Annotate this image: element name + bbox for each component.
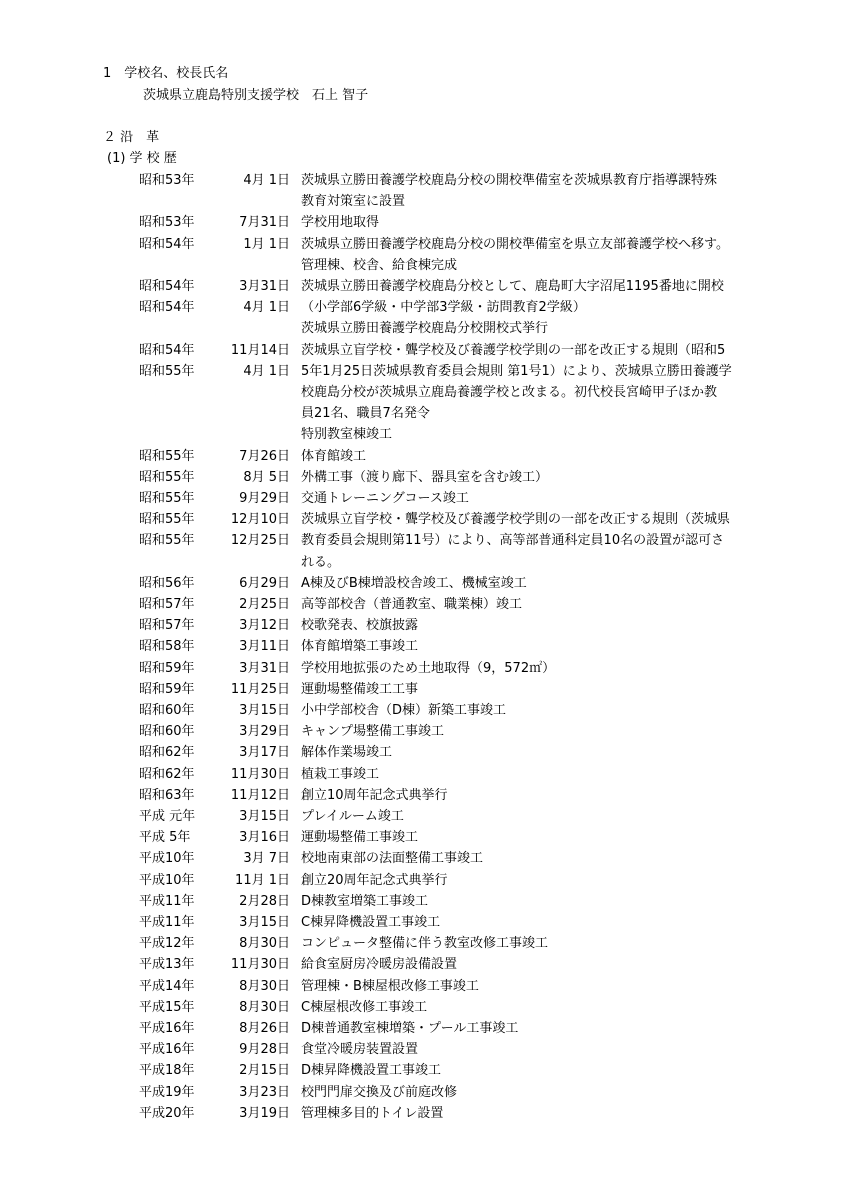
history-date: 3月23日 (239, 1084, 290, 1100)
history-description (301, 1103, 761, 1124)
history-date: 6月29日 (239, 575, 290, 591)
history-era: 平成20年 (139, 1105, 195, 1121)
history-description-line: 員21名、職員7名発令 (301, 406, 430, 422)
history-entry (0, 872, 848, 893)
history-description-line: （小学部6学級・中学部3学級・訪問教育2学級） (301, 300, 586, 316)
history-description-line: C棟屋根改修工事竣工 (301, 999, 428, 1015)
history-date: 8月30日 (239, 999, 290, 1015)
history-description (301, 976, 761, 997)
history-description (301, 933, 761, 954)
history-description (301, 1082, 761, 1103)
history-description (301, 361, 761, 446)
history-description-line: A棟及びB棟増設校舎竣工、機械室竣工 (301, 575, 527, 591)
history-era: 昭和62年 (139, 766, 195, 782)
history-description (301, 594, 761, 615)
history-description (301, 891, 761, 912)
history-date: 3月29日 (239, 724, 290, 740)
history-description (301, 679, 761, 700)
history-date: 3月15日 (239, 809, 290, 824)
history-description (301, 1039, 761, 1060)
history-date: 8月30日 (239, 936, 290, 952)
history-description-line: 学校用地拡張のため土地取得（9，572㎡） (301, 660, 556, 676)
history-description (301, 212, 761, 233)
history-description (301, 467, 761, 488)
history-description-line: 校地南東部の法面整備工事竣工 (301, 851, 484, 867)
history-description-line: 特別教室棟竣工 (301, 427, 393, 443)
history-entry (0, 342, 848, 363)
history-era: 平成11年 (139, 893, 195, 909)
history-description-line: 創立10周年記念式典挙行 (301, 787, 448, 803)
history-date: 3月12日 (239, 618, 290, 634)
history-era: 昭和63年 (139, 787, 195, 803)
history-era: 昭和60年 (139, 724, 195, 740)
history-era: 昭和55年 (139, 512, 195, 528)
history-date: 3月31日 (239, 660, 290, 676)
history-entry (0, 172, 848, 210)
school-principal-name: 茨城県立鹿島特別支援学校 石上 智子 (143, 88, 369, 103)
history-description (301, 615, 761, 636)
history-description-line: 教育対策室に設置 (301, 194, 406, 210)
history-description-line: 交通トレーニングコース竣工 (301, 491, 469, 506)
history-description (301, 509, 761, 530)
history-era: 平成14年 (139, 978, 195, 994)
history-date: 8月 5日 (243, 469, 290, 485)
history-entry (0, 1020, 848, 1041)
history-date: 3月15日 (239, 703, 290, 718)
history-description-line: 茨城県立勝田養護学校鹿島分校の開校準備室を茨城県教育庁指導課特殊 (301, 173, 718, 188)
history-date: 12月10日 (230, 512, 290, 528)
history-description-line: 5年1月25日茨城県教育委員会規則 第1号1）により、茨城県立勝田養護学 (301, 363, 732, 379)
history-date: 3月16日 (239, 830, 290, 846)
history-era: 昭和54年 (139, 279, 195, 294)
history-era: 昭和55年 (139, 363, 195, 379)
history-description-line: 管理棟多目的トイレ設置 (301, 1105, 444, 1121)
history-entry (0, 596, 848, 617)
history-description (301, 297, 761, 339)
history-description-line: 小中学部校舎（D棟）新築工事竣工 (301, 703, 507, 718)
history-description (301, 234, 761, 276)
history-date: 3月11日 (239, 639, 290, 655)
history-date: 9月28日 (239, 1042, 290, 1058)
history-date: 8月30日 (239, 978, 290, 994)
history-date: 3月15日 (239, 915, 290, 930)
history-description-line: 管理棟・B棟屋根改修工事竣工 (301, 978, 479, 994)
history-era: 平成18年 (139, 1063, 195, 1079)
history-description-line: 体育館増築工事竣工 (301, 639, 419, 655)
history-date: 12月25日 (230, 533, 290, 549)
history-era: 昭和60年 (139, 703, 195, 718)
history-era: 昭和62年 (139, 745, 195, 761)
history-description-line: 体育館竣工 (301, 448, 367, 464)
history-date: 3月31日 (239, 279, 290, 294)
history-description (301, 954, 761, 975)
history-entry (0, 914, 848, 935)
history-description-line: 茨城県立勝田養護学校鹿島分校開校式挙行 (301, 321, 549, 337)
history-description (301, 700, 761, 721)
history-description-line: コンピュータ整備に伴う教室改修工事竣工 (301, 936, 549, 952)
history-description (301, 848, 761, 869)
history-description-line: 管理棟、校舎、給食棟完成 (301, 257, 458, 273)
history-entry (0, 448, 848, 469)
history-description-line: 解体作業場竣工 (301, 745, 393, 761)
history-era: 昭和53年 (139, 215, 195, 231)
history-description (301, 912, 761, 933)
history-entry (0, 766, 848, 787)
history-entry (0, 278, 848, 299)
history-entry (0, 935, 848, 956)
history-description-line: 給食室厨房冷暖房設備設置 (301, 957, 458, 973)
history-era: 平成12年 (139, 936, 195, 952)
history-date: 2月15日 (239, 1063, 290, 1079)
history-description (301, 530, 761, 572)
history-date: 11月30日 (230, 766, 290, 782)
history-era: 平成19年 (139, 1084, 195, 1100)
history-description (301, 806, 761, 827)
history-entry (0, 214, 848, 235)
history-entry (0, 808, 848, 829)
history-entry (0, 236, 848, 273)
history-era: 平成 5年 (139, 830, 191, 846)
history-entry (0, 660, 848, 681)
history-date: 11月 1日 (235, 872, 290, 888)
history-entry (0, 850, 848, 871)
history-date: 2月28日 (239, 893, 290, 909)
history-description-line: 茨城県立勝田養護学校鹿島分校として、鹿島町大字沼尾1195番地に開校 (301, 279, 724, 294)
history-date: 9月29日 (239, 491, 290, 506)
history-entry (0, 681, 848, 702)
history-description (301, 997, 761, 1018)
history-description-line: 運動場整備竣工工事 (301, 681, 419, 697)
subsection-heading-school-history: (1) 学 校 歴 (107, 151, 177, 166)
history-entry (0, 1084, 848, 1105)
history-era: 昭和57年 (139, 618, 195, 634)
history-era: 昭和59年 (139, 660, 195, 676)
history-description-line: 創立20周年記念式典挙行 (301, 872, 448, 888)
history-description-line: D棟昇降機設置工事竣工 (301, 1063, 442, 1079)
history-date: 7月26日 (239, 448, 290, 464)
history-description (301, 340, 761, 361)
history-description (301, 488, 761, 509)
history-era: 昭和57年 (139, 597, 195, 612)
history-era: 昭和59年 (139, 681, 195, 697)
history-description-line: 植栽工事竣工 (301, 766, 380, 782)
history-era: 昭和53年 (139, 173, 195, 188)
history-entry (0, 532, 848, 570)
history-description-line: プレイルーム竣工 (301, 809, 404, 824)
history-entry (0, 299, 848, 337)
history-era: 平成16年 (139, 1021, 195, 1036)
history-description-line: 茨城県立盲学校・聾学校及び養護学校学則の一部を改正する規則（昭和5 (301, 342, 726, 358)
history-date: 11月30日 (230, 957, 290, 973)
history-era: 平成10年 (139, 872, 195, 888)
history-description-line: 教育委員会規則第11号）により、高等部普通科定員10名の設置が認可さ (301, 533, 725, 549)
history-date: 11月12日 (230, 787, 290, 803)
history-entry (0, 829, 848, 850)
history-description (301, 721, 761, 742)
history-entry (0, 723, 848, 744)
history-entry (0, 893, 848, 914)
history-description (301, 573, 761, 594)
history-description (301, 1060, 761, 1081)
history-description (301, 636, 761, 657)
history-era: 昭和55年 (139, 533, 195, 549)
history-entry (0, 1041, 848, 1062)
history-era: 平成15年 (139, 999, 195, 1015)
history-description-line: C棟昇降機設置工事竣工 (301, 915, 441, 930)
history-era: 昭和54年 (139, 300, 195, 316)
history-entry (0, 1105, 848, 1126)
history-era: 平成11年 (139, 915, 195, 930)
history-description (301, 827, 761, 848)
history-date: 8月26日 (239, 1021, 290, 1036)
history-entry (0, 702, 848, 723)
history-era: 平成 元年 (139, 809, 196, 824)
history-era: 平成10年 (139, 851, 195, 867)
history-entry (0, 978, 848, 999)
history-era: 昭和58年 (139, 639, 195, 655)
history-description-line: 外構工事（渡り廊下、器具室を含む竣工） (301, 469, 549, 485)
history-description (301, 742, 761, 763)
history-entry (0, 575, 848, 596)
history-description-line: D棟教室増築工事竣工 (301, 893, 429, 909)
history-description-line: 高等部校舎（普通教室、職業棟）竣工 (301, 597, 523, 612)
history-date: 4月 1日 (243, 173, 290, 188)
history-description-line: 校鹿島分校が茨城県立鹿島養護学校と改まる。初代校長宮崎甲子ほか教 (301, 385, 718, 400)
history-era: 昭和56年 (139, 575, 195, 591)
history-description-line: キャンプ場整備工事竣工 (301, 724, 445, 740)
section-heading-history: ２ 沿 革 (103, 130, 160, 145)
history-description (301, 1018, 761, 1039)
history-description (301, 170, 761, 212)
history-description (301, 764, 761, 785)
history-era: 平成16年 (139, 1042, 195, 1058)
history-entry (0, 469, 848, 490)
history-date: 11月14日 (230, 342, 290, 358)
history-era: 昭和54年 (139, 342, 195, 358)
history-date: 3月17日 (239, 745, 290, 761)
history-date: 4月 1日 (243, 300, 290, 316)
history-era: 昭和55年 (139, 469, 195, 485)
history-entry (0, 363, 848, 443)
history-entry (0, 999, 848, 1020)
history-entry (0, 744, 848, 765)
history-description-line: 茨城県立勝田養護学校鹿島分校の開校準備室を県立友部養護学校へ移す。 (301, 236, 729, 252)
history-entry (0, 511, 848, 532)
history-era: 昭和55年 (139, 491, 195, 506)
history-description-line: 運動場整備工事竣工 (301, 830, 419, 846)
history-description-line: D棟普通教室棟増築・プール工事竣工 (301, 1021, 519, 1036)
history-date: 2月25日 (239, 597, 290, 612)
history-description (301, 276, 761, 297)
history-description-line: 校歌発表、校旗披露 (301, 618, 419, 634)
history-date: 7月31日 (239, 215, 290, 231)
history-description (301, 658, 761, 679)
history-entry (0, 490, 848, 511)
history-description (301, 870, 761, 891)
history-era: 昭和54年 (139, 236, 195, 252)
history-era: 昭和55年 (139, 448, 195, 464)
history-description (301, 785, 761, 806)
history-entry (0, 617, 848, 638)
history-description-line: れる。 (301, 554, 341, 570)
history-era: 平成13年 (139, 957, 195, 973)
section-heading-school-principal: 1 学校名、校長氏名 (103, 66, 229, 81)
history-date: 1月 1日 (243, 236, 290, 252)
history-entry (0, 1062, 848, 1083)
history-entry (0, 638, 848, 659)
history-description-line: 茨城県立盲学校・聾学校及び養護学校学則の一部を改正する規則（茨城県 (301, 512, 731, 528)
history-date: 4月 1日 (243, 363, 290, 379)
history-entry (0, 956, 848, 977)
history-description-line: 食堂冷暖房装置設置 (301, 1042, 419, 1058)
history-date: 3月 7日 (243, 851, 290, 867)
history-date: 11月25日 (230, 681, 290, 697)
history-date: 3月19日 (239, 1105, 290, 1121)
history-description-line: 校門門扉交換及び前庭改修 (301, 1084, 458, 1100)
history-description (301, 446, 761, 467)
history-entry (0, 787, 848, 808)
history-description-line: 学校用地取得 (301, 215, 380, 231)
